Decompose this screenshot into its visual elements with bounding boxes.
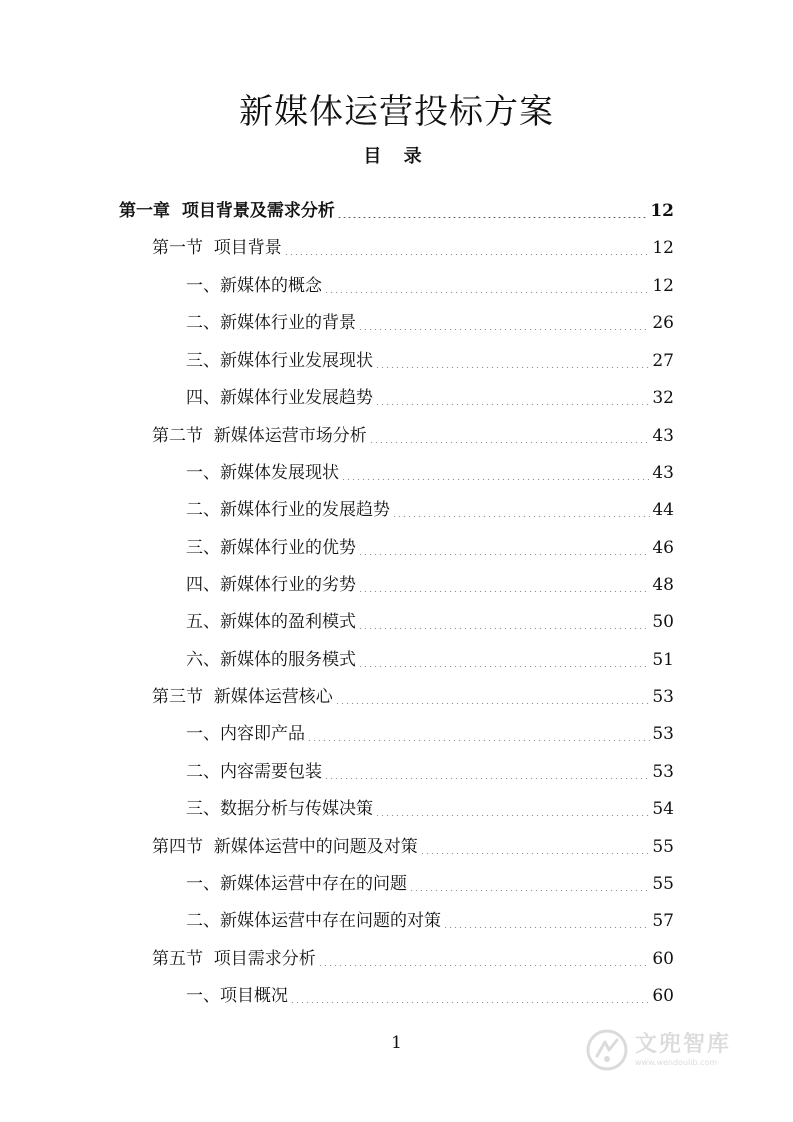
toc-leader-dots	[409, 890, 650, 891]
toc-entry-page: 12	[652, 238, 674, 258]
toc-entry-label: 第五节 项目需求分析	[152, 949, 316, 969]
toc-leader-dots	[335, 703, 651, 704]
toc-leader-dots	[324, 778, 650, 779]
toc-leader-dots	[284, 254, 651, 255]
toc-leader-dots	[375, 404, 650, 405]
wendou-logo-icon	[585, 1028, 629, 1072]
toc-leader-dots	[375, 815, 650, 816]
toc-entry[interactable]	[152, 230, 674, 267]
toc-entry-page: 50	[652, 612, 674, 632]
toc-leader-dots	[358, 329, 650, 330]
toc-entry-page: 46	[652, 538, 674, 558]
toc-entry[interactable]	[186, 305, 674, 342]
toc-entry-page: 53	[652, 762, 674, 782]
toc-entry-label: 一、新媒体的概念	[186, 276, 322, 296]
toc-entry[interactable]	[152, 679, 674, 716]
toc-leader-dots	[324, 292, 650, 293]
toc-entry-page: 55	[652, 837, 674, 857]
toc-entry[interactable]	[186, 903, 674, 940]
toc-entry[interactable]	[186, 455, 674, 492]
watermark-url: www.wendoulib.com	[635, 1058, 718, 1067]
toc-entry-page: 57	[652, 911, 674, 931]
watermark-name: 文兜智库	[635, 1032, 732, 1057]
toc-entry[interactable]	[119, 193, 674, 230]
toc-entry-page: 26	[652, 313, 674, 333]
toc-leader-dots	[420, 853, 651, 854]
watermark	[585, 1024, 755, 1076]
toc-leader-dots	[341, 479, 650, 480]
toc-entry-page: 53	[652, 724, 674, 744]
toc-entry-label: 五、新媒体的盈利模式	[186, 612, 356, 632]
toc-entry[interactable]	[186, 492, 674, 529]
toc-entry-label: 三、数据分析与传媒决策	[186, 799, 373, 819]
toc-entry-label: 三、新媒体行业发展现状	[186, 351, 373, 371]
toc-entry[interactable]	[186, 642, 674, 679]
toc-entry-page: 27	[652, 351, 674, 371]
toc-entry-label: 六、新媒体的服务模式	[186, 650, 356, 670]
toc-entry-label: 一、内容即产品	[186, 724, 305, 744]
toc-entry-page: 44	[652, 500, 674, 520]
toc-leader-dots	[358, 554, 650, 555]
toc-leader-dots	[358, 666, 650, 667]
toc-entry[interactable]	[186, 791, 674, 828]
toc-entry[interactable]	[186, 754, 674, 791]
toc-entry-page: 43	[652, 463, 674, 483]
toc-entry[interactable]	[186, 866, 674, 903]
toc-leader-dots	[337, 217, 648, 218]
document-title: 新媒体运营投标方案	[239, 92, 554, 132]
toc-entry-page: 54	[652, 799, 674, 819]
toc-entry[interactable]	[186, 343, 674, 380]
toc-entry[interactable]	[186, 268, 674, 305]
toc-entry-label: 第二节 新媒体运营市场分析	[152, 426, 367, 446]
toc-entry-page: 60	[652, 986, 674, 1006]
toc-heading: 目 录	[363, 146, 430, 167]
toc-entry-label: 一、新媒体发展现状	[186, 463, 339, 483]
toc-entry[interactable]	[152, 941, 674, 978]
toc-entry-label: 四、新媒体行业的劣势	[186, 575, 356, 595]
toc-entry-page: 53	[652, 687, 674, 707]
toc-entry-page: 60	[652, 949, 674, 969]
toc-entry-label: 第四节 新媒体运营中的问题及对策	[152, 837, 418, 857]
toc-entry-page: 43	[652, 426, 674, 446]
toc-entry-page: 12	[650, 201, 674, 221]
toc-leader-dots	[392, 516, 650, 517]
toc-entry[interactable]	[152, 829, 674, 866]
toc-entry-page: 12	[652, 276, 674, 296]
toc-leader-dots	[375, 367, 650, 368]
toc-entry[interactable]	[186, 604, 674, 641]
toc-entry-label: 第一节 项目背景	[152, 238, 282, 258]
toc-leader-dots	[307, 740, 650, 741]
toc-entry-page: 51	[652, 650, 674, 670]
toc-leader-dots	[318, 965, 651, 966]
toc-entry[interactable]	[186, 716, 674, 753]
toc-entry-label: 第一章 项目背景及需求分析	[119, 201, 335, 221]
toc-entry-label: 二、新媒体运营中存在问题的对策	[186, 911, 441, 931]
page-number: 1	[391, 1033, 402, 1053]
toc-entry[interactable]	[186, 380, 674, 417]
toc-entry-label: 一、新媒体运营中存在的问题	[186, 874, 407, 894]
toc-leader-dots	[290, 1002, 650, 1003]
toc-entry[interactable]	[186, 567, 674, 604]
toc-leader-dots	[443, 927, 650, 928]
toc-entry[interactable]	[152, 418, 674, 455]
toc-entry-label: 二、新媒体行业的背景	[186, 313, 356, 333]
toc-entry-label: 二、新媒体行业的发展趋势	[186, 500, 390, 520]
toc-entry-label: 四、新媒体行业发展趋势	[186, 388, 373, 408]
toc-entry[interactable]	[186, 978, 674, 1015]
toc-entry-page: 48	[652, 575, 674, 595]
toc-leader-dots	[358, 591, 650, 592]
toc-leader-dots	[358, 628, 650, 629]
toc-entry-label: 二、内容需要包装	[186, 762, 322, 782]
toc-entry-label: 一、项目概况	[186, 986, 288, 1006]
toc-entry-label: 三、新媒体行业的优势	[186, 538, 356, 558]
toc-entry[interactable]	[186, 530, 674, 567]
toc-leader-dots	[369, 442, 651, 443]
toc-entry-page: 32	[652, 388, 674, 408]
toc-entry-label: 第三节 新媒体运营核心	[152, 687, 333, 707]
toc-entry-page: 55	[652, 874, 674, 894]
